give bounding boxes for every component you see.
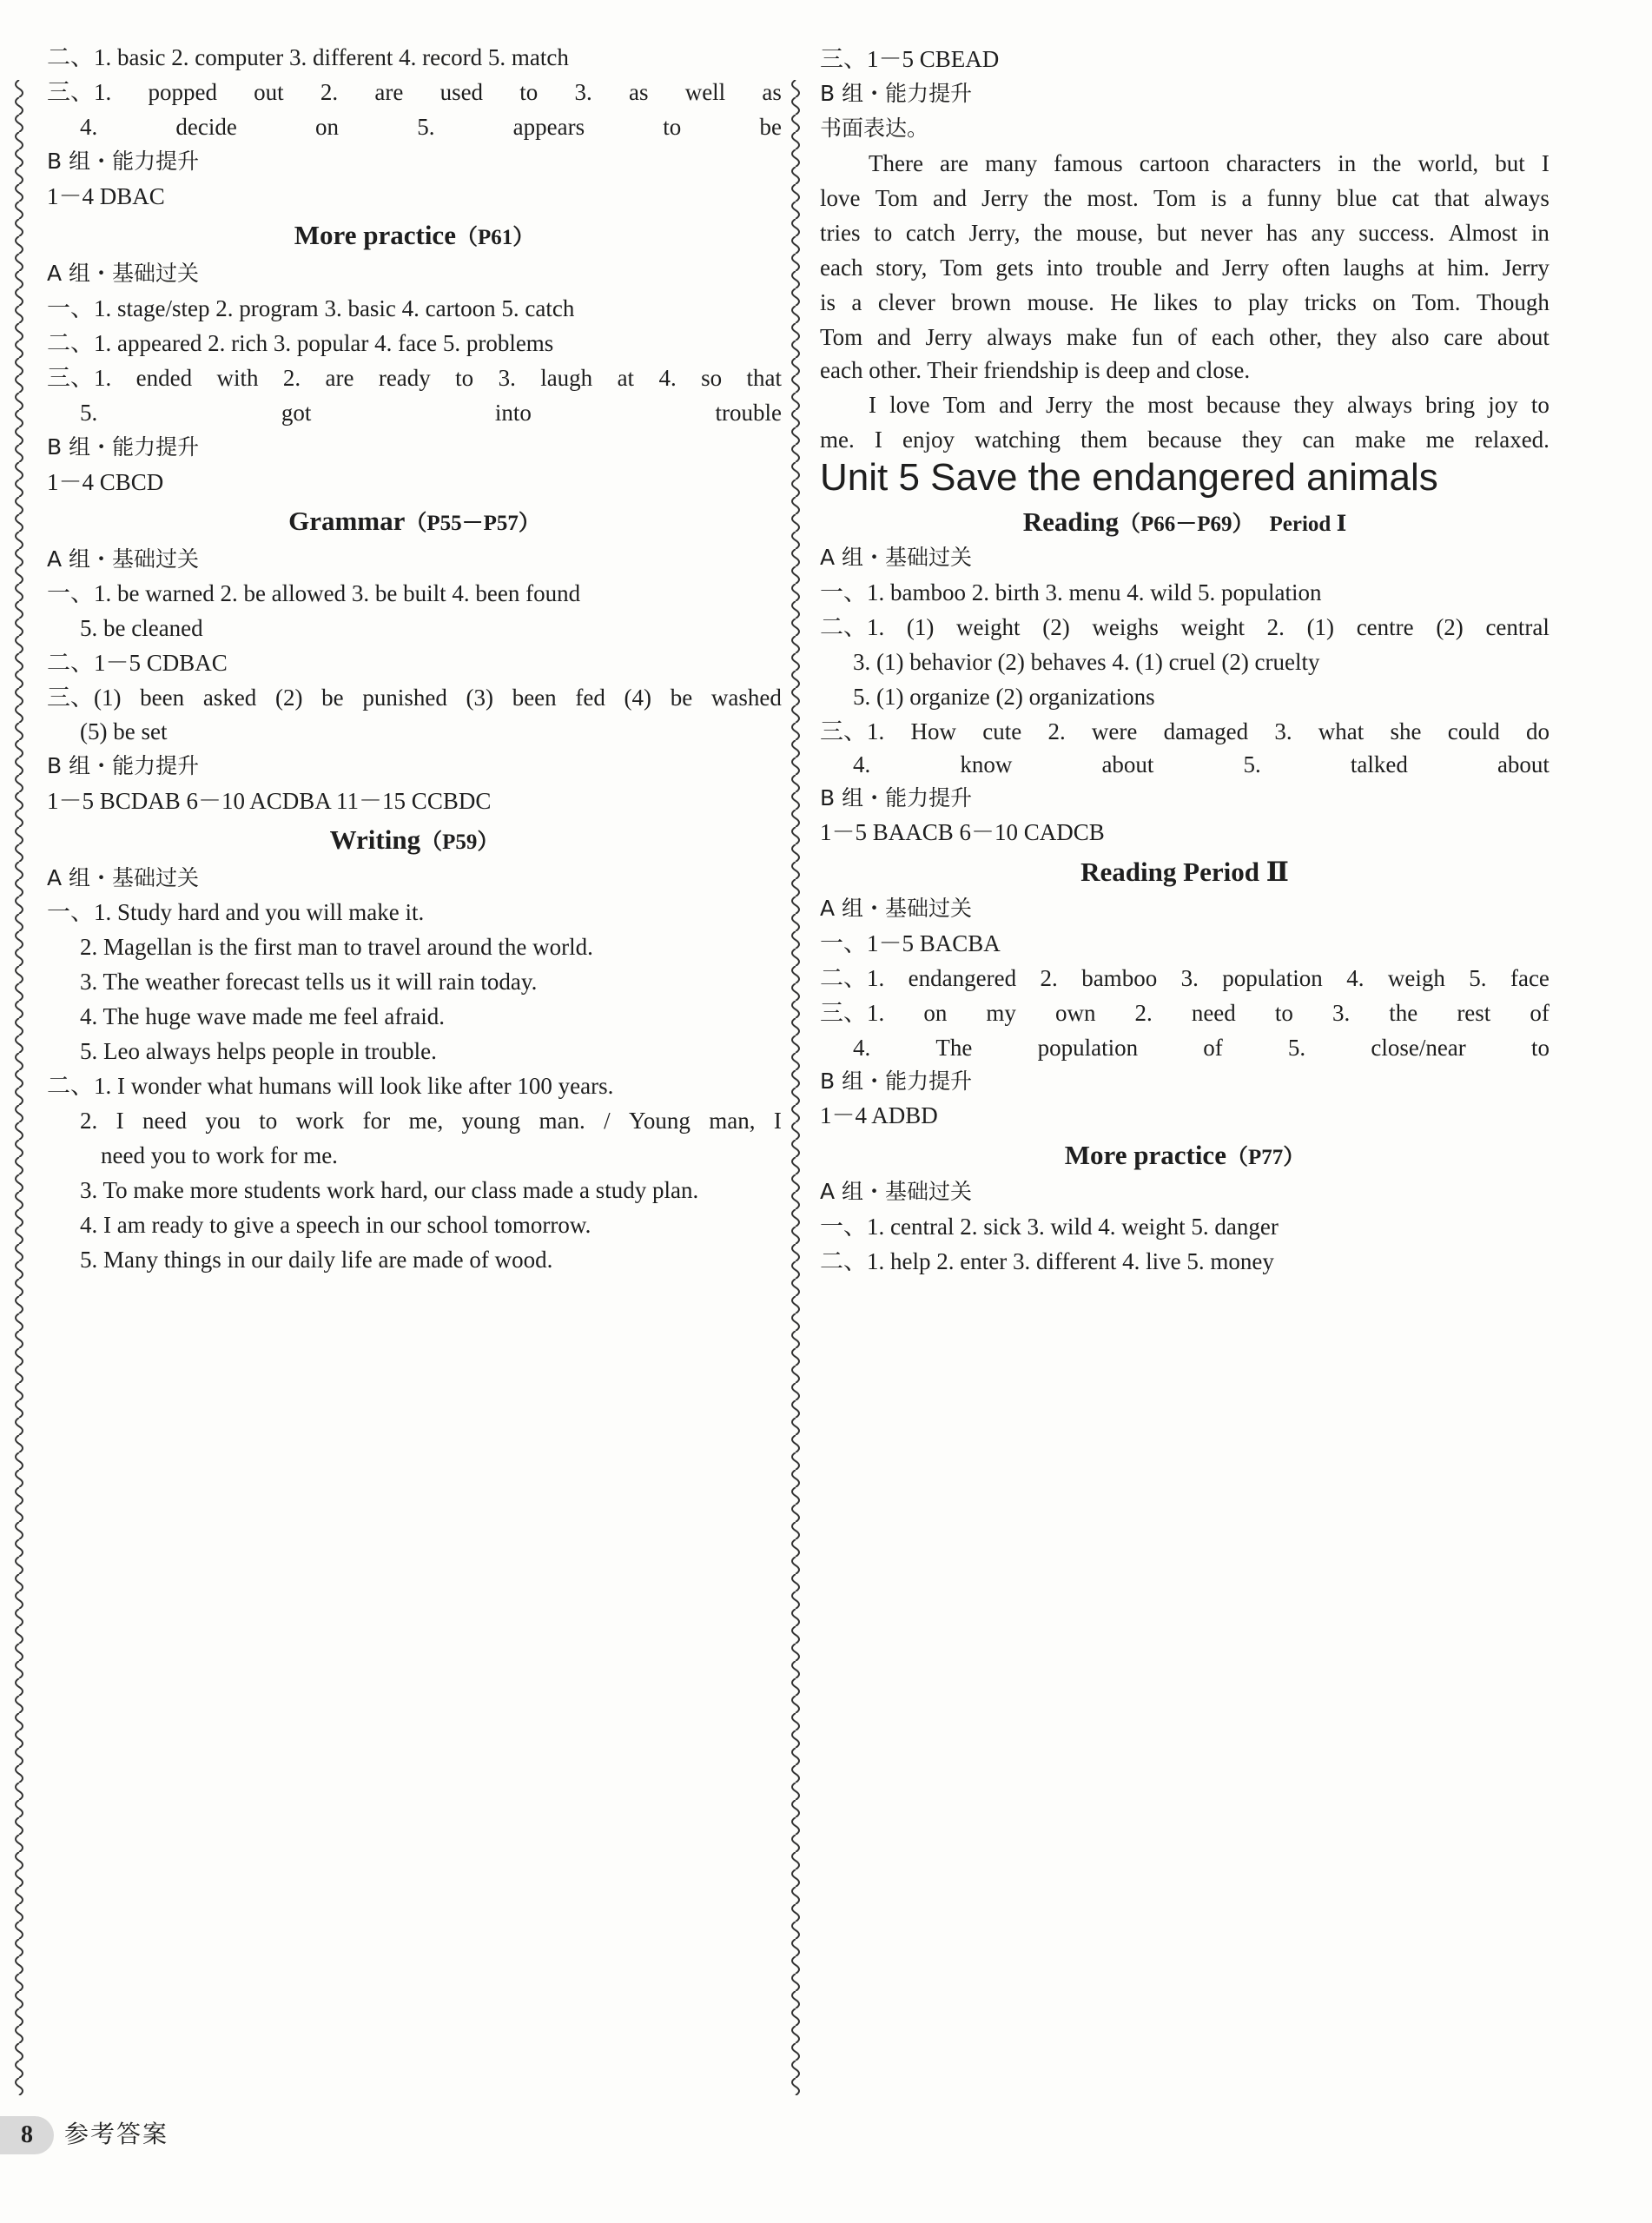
group-heading: A 组・基础过关 <box>47 546 200 572</box>
group-heading: B 组・能力提升 <box>47 434 200 460</box>
group-heading: B 组・能力提升 <box>47 753 200 778</box>
answer-line: 4. I am ready to give a speech in our school tomorrow. <box>80 1212 591 1238</box>
group-heading: B 组・能力提升 <box>820 1068 973 1094</box>
answer-line: 1－4 ADBD <box>820 1102 938 1128</box>
group-heading: A 组・基础过关 <box>47 865 200 890</box>
group-heading: B 组・能力提升 <box>820 785 973 810</box>
answer-line: tries to catch Jerry, the mouse, but never has any success. Almost in <box>820 220 1550 246</box>
section-title-grammar <box>47 504 782 539</box>
section-title-more-practice <box>820 1138 1550 1173</box>
section-title-writing <box>47 823 782 857</box>
answer-line: 一、1. be warned 2. be allowed 3. be built 4. been found <box>47 580 581 606</box>
left-wavy-border <box>10 80 28 2095</box>
answer-line: 一、1. central 2. sick 3. wild 4. weight 5. danger <box>820 1214 1279 1240</box>
answer-line: 5. (1) organize (2) organizations <box>853 684 1155 710</box>
section-title-text: Reading Period Ⅱ <box>1080 857 1289 887</box>
answer-line: 4. decide on 5. appears to be <box>80 114 782 140</box>
answer-line: 三、(1) been asked (2) be punished (3) been fed (4) be washed <box>47 685 782 711</box>
answer-line: 3. To make more students work hard, our class made a study plan. <box>80 1177 699 1203</box>
section-title-text: More practice <box>1064 1140 1226 1170</box>
answer-line: 三、1. ended with 2. are ready to 3. laugh at 4. so that <box>47 365 782 391</box>
answer-line: 一、1. stage/step 2. program 3. basic 4. cartoon 5. catch <box>47 295 575 321</box>
group-heading: B 组・能力提升 <box>47 149 200 174</box>
answer-line: 4. The population of 5. close/near to <box>853 1035 1550 1061</box>
answer-line: 二、1－5 CDBAC <box>47 650 228 676</box>
section-title-text: Reading <box>1022 506 1119 537</box>
answer-line: (5) be set <box>80 718 168 744</box>
unit-heading: Unit 5 Save the endangered animals <box>820 456 1438 499</box>
group-heading: A 组・基础过关 <box>47 261 200 286</box>
answer-line: 二、1. (1) weight (2) weighs weight 2. (1) centre (2) central <box>820 614 1550 640</box>
essay-line: There are many famous cartoon characters in the world, but I <box>869 150 1550 176</box>
section-title-more-practice <box>47 218 782 253</box>
answer-line: 二、1. endangered 2. bamboo 3. population 4. weigh 5. face <box>820 965 1550 991</box>
group-heading: A 组・基础过关 <box>820 1179 973 1204</box>
group-heading: A 组・基础过关 <box>820 896 973 921</box>
answer-line: 二、1. I wonder what humans will look like after 100 years. <box>47 1073 614 1099</box>
essay-line: I love Tom and Jerry the most because they always bring joy to <box>869 392 1550 418</box>
section-page-range: （P77） <box>1226 1146 1305 1169</box>
answer-line: 1－4 CBCD <box>47 469 164 495</box>
answer-line: 5. Many things in our daily life are made of wood. <box>80 1247 553 1273</box>
answer-line: love Tom and Jerry the most. Tom is a funny blue cat that always <box>820 185 1550 211</box>
answer-line: 三、1. on my own 2. need to 3. the rest of <box>820 1000 1550 1026</box>
group-heading: B 组・能力提升 <box>820 81 973 106</box>
answer-line: 1－5 BAACB 6－10 CADCB <box>820 819 1105 845</box>
section-title-text: Grammar <box>288 506 406 536</box>
section-period: Period Ⅰ <box>1269 513 1347 536</box>
answer-line: 三、1. How cute 2. were damaged 3. what she could do <box>820 718 1550 744</box>
answer-line: 5. be cleaned <box>80 615 203 641</box>
answer-line: 三、1－5 CBEAD <box>820 46 1000 72</box>
answer-line: 三、1. popped out 2. are used to 3. as well as <box>47 79 782 105</box>
group-heading: A 组・基础过关 <box>820 545 973 570</box>
answer-line: 2. I need you to work for me, young man. / Young man, I <box>80 1108 782 1134</box>
answer-line: is a clever brown mouse. He likes to play tricks on Tom. Though <box>820 289 1550 315</box>
answer-line: 二、1. basic 2. computer 3. different 4. record 5. match <box>47 44 569 70</box>
page-number: 8 <box>0 2116 54 2154</box>
section-title-text: More practice <box>294 220 456 250</box>
answer-line: 一、1. bamboo 2. birth 3. menu 4. wild 5. population <box>820 579 1322 605</box>
section-title-reading <box>820 505 1550 539</box>
section-page-range: （P55－P57） <box>405 512 540 535</box>
answer-line: each story, Tom gets into trouble and Jerry often laughs at him. Jerry <box>820 255 1550 281</box>
answer-line: 二、1. appeared 2. rich 3. popular 4. face 5. problems <box>47 330 554 356</box>
answer-line: 3. (1) behavior (2) behaves 4. (1) cruel (2) cruelty <box>853 649 1320 675</box>
answer-line: need you to work for me. <box>101 1142 338 1168</box>
answer-line: me. I enjoy watching them because they can make me relaxed. <box>820 427 1550 453</box>
group-heading: 书面表达。 <box>820 116 929 141</box>
section-title-reading-period <box>820 855 1550 890</box>
section-page-range: （P61） <box>455 226 535 249</box>
answer-line: 4. The huge wave made me feel afraid. <box>80 1003 446 1029</box>
answer-line: 2. Magellan is the first man to travel around the world. <box>80 934 593 960</box>
section-page-range: （P66－P69） <box>1118 513 1254 536</box>
answer-line: Tom and Jerry always make fun of each other, they also care about <box>820 324 1550 350</box>
answer-line: 一、1. Study hard and you will make it. <box>47 899 425 925</box>
answer-line: 一、1－5 BACBA <box>820 930 1001 956</box>
footer-label: 参考答案 <box>64 2121 169 2148</box>
answer-line: 二、1. help 2. enter 3. different 4. live 5. money <box>820 1248 1274 1274</box>
answer-line: 5. got into trouble <box>80 400 782 426</box>
section-title-text: Writing <box>329 824 421 855</box>
center-wavy-divider <box>787 80 804 2095</box>
answer-line: 1－4 DBAC <box>47 183 165 209</box>
section-page-range: （P59） <box>420 830 499 854</box>
answer-line: 4. know about 5. talked about <box>853 751 1550 777</box>
answer-line: each other. Their friendship is deep and close. <box>820 357 1251 383</box>
answer-line: 1－5 BCDAB 6－10 ACDBA 11－15 CCBDC <box>47 788 492 814</box>
answer-line: 3. The weather forecast tells us it will rain today. <box>80 969 538 995</box>
answer-line: 5. Leo always helps people in trouble. <box>80 1038 437 1064</box>
